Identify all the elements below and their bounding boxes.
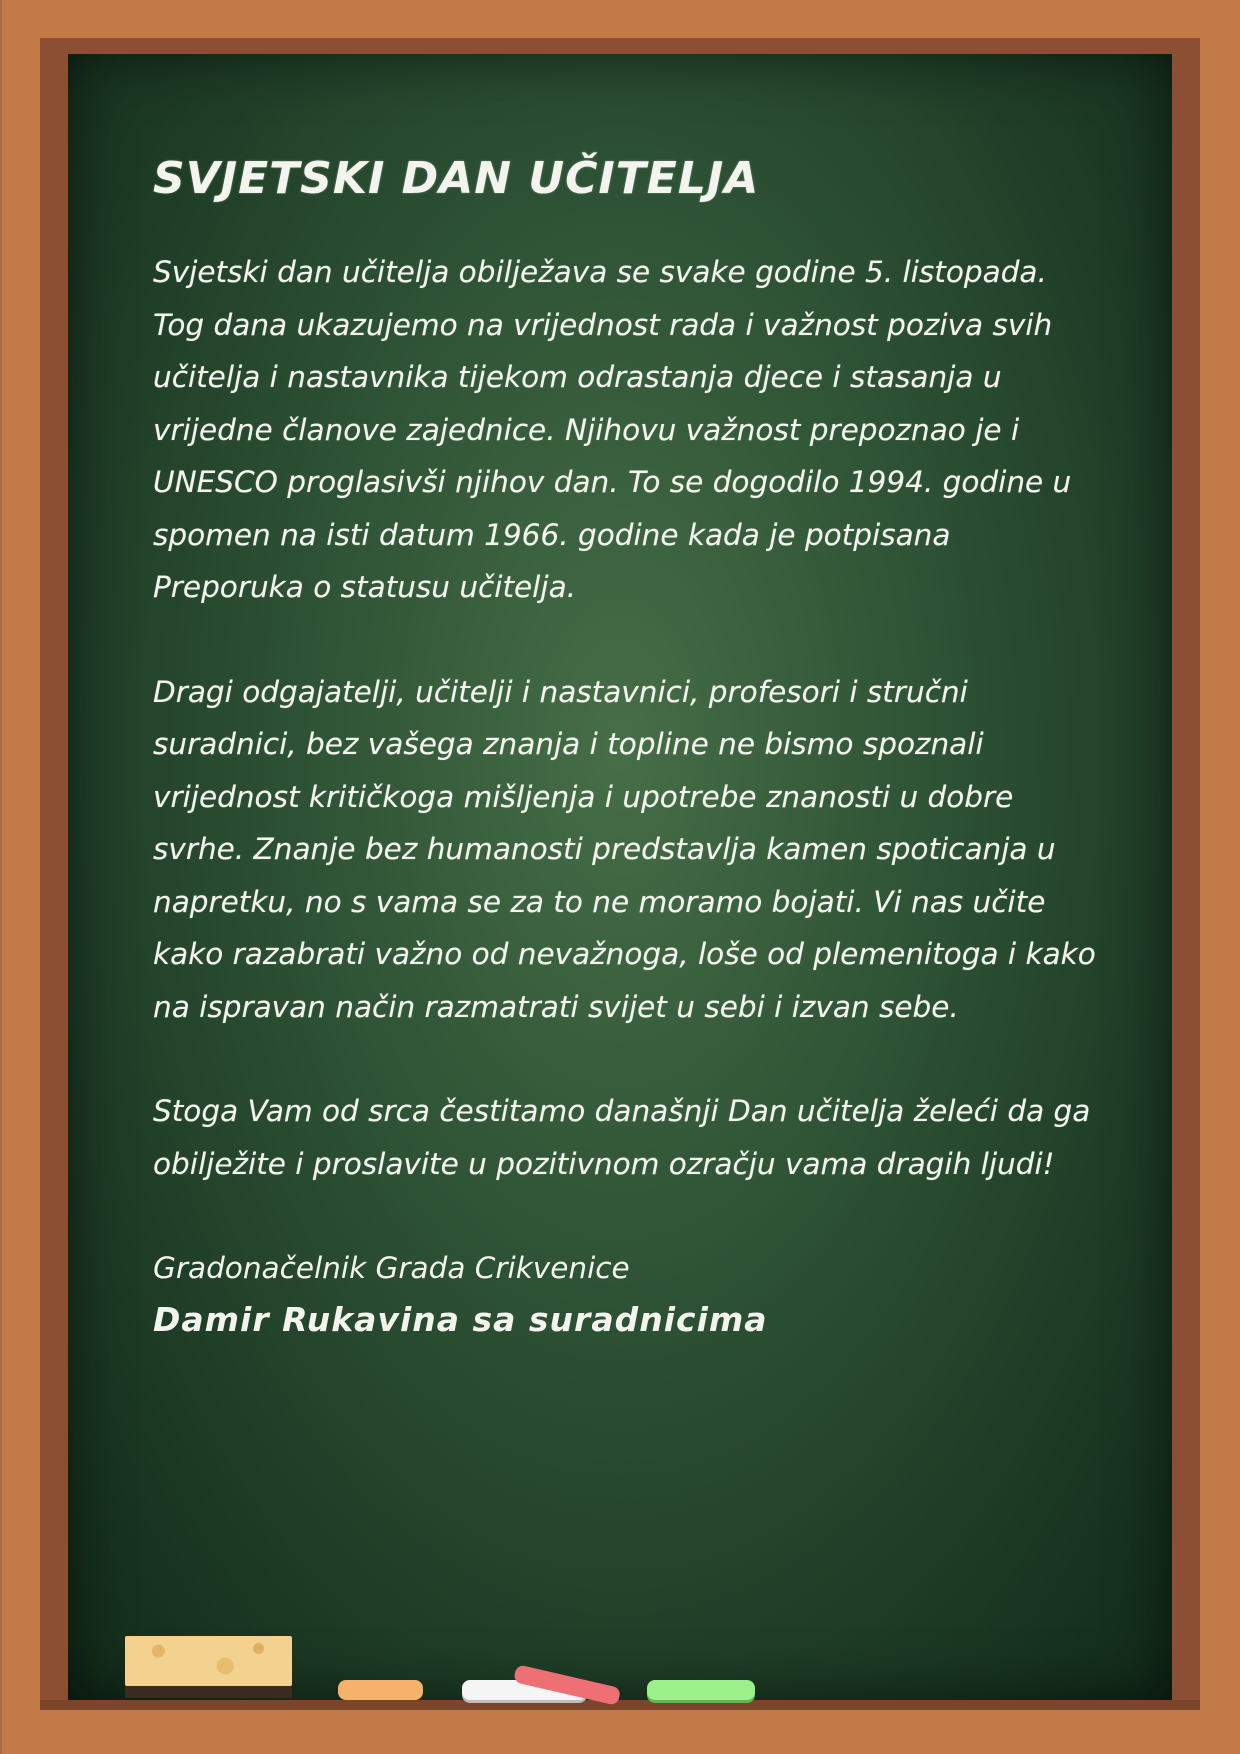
orange-chalk-icon: [338, 1680, 423, 1700]
page-title: SVJETSKI DAN UČITELJA: [153, 153, 760, 204]
chalk-tray: [40, 1700, 1200, 1710]
paragraph-address: Dragi odgajatelji, učitelji i nastavnici, profesori i stručni suradnici, bez vašega znanja i topline ne bismo spoznali vrijednost kritičkoga mišljenja i upotrebe znanosti u dobre svrhe. Znanje bez humanosti predstavlja kamen spoticanja u napretku, no s vama se za to ne moramo bojati. Vi nas učite kako razabrati važno od nevažnoga, loše od plemenitoga i kako na ispravan način razmatrati svijet u sebi i izvan sebe.: [153, 674, 1096, 1024]
board-content: [153, 150, 1103, 1346]
paragraph-intro: Svjetski dan učitelja obilježava se svake godine 5. listopada. Tog dana ukazujemo na vrijednost rada i važnost poziva svih učitelja i nastavnika tijekom odrastanja djece i stasanja u vrijedne članove zajednice. Njihovu važnost prepoznao je i UNESCO proglasivši njihov dan. To se dogodilo 1994. godine u spomen na isti datum 1966. godine kada je potpisana Preporuka o statusu učitelja.: [153, 255, 1072, 604]
paragraph-congratulation: Stoga Vam od srca čestitamo današnji Dan učitelja želeći da ga obilježite i proslavite u pozitivnom ozračju vama dragih ljudi!: [153, 1094, 1091, 1181]
green-chalk-icon: [647, 1680, 755, 1700]
eraser-base: [125, 1686, 292, 1698]
eraser-sponge-icon: [125, 1636, 292, 1686]
signature-name: Damir Rukavina sa suradnicima: [153, 1300, 768, 1339]
signature-role: Gradonačelnik Grada Crikvenice: [153, 1251, 630, 1285]
